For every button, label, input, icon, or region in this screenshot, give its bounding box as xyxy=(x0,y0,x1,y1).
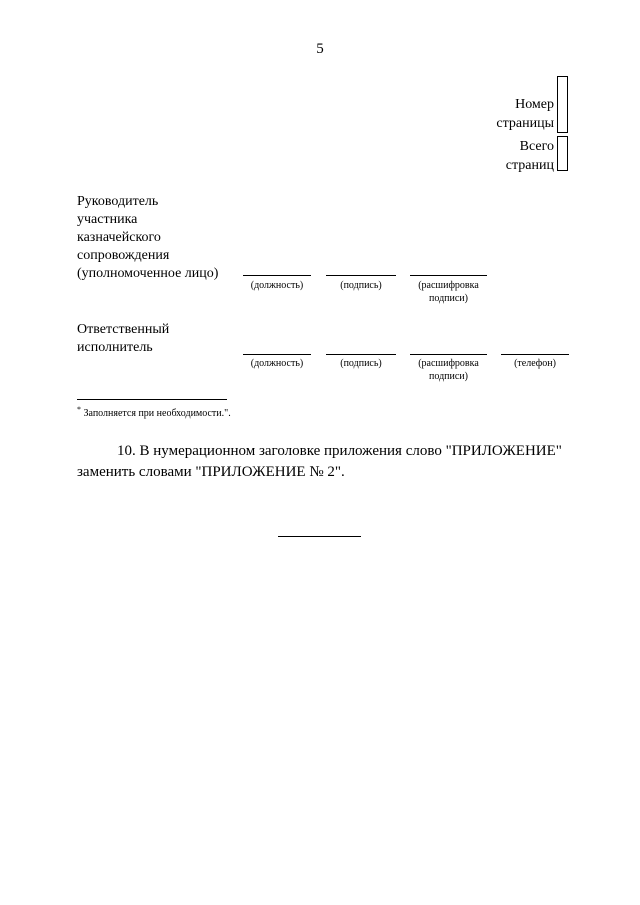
head-position-caption: (должность) xyxy=(250,280,304,291)
page-number-label xyxy=(496,95,554,133)
head-decoding-caption-line-1: (расшифровка xyxy=(418,280,479,291)
page-number-label-line-2: страницы xyxy=(496,116,554,131)
executor-position-caption: (должность) xyxy=(250,358,304,369)
executor-signature-line xyxy=(326,354,396,355)
executor-decoding-caption-line-2: подписи) xyxy=(429,371,468,382)
executor-decoding-caption-line-1: (расшифровка xyxy=(418,358,479,369)
executor-decoding-caption xyxy=(405,357,492,383)
footnote xyxy=(77,405,231,419)
total-pages-cell xyxy=(557,136,568,171)
executor-position-line xyxy=(243,354,311,355)
page-number-label-line-1: Номер xyxy=(515,97,554,112)
executor-phone-caption: (телефон) xyxy=(514,358,556,369)
end-rule xyxy=(278,536,361,537)
executor-label-line-2: исполнитель xyxy=(77,340,153,355)
head-label-line-5: (уполномоченное лицо) xyxy=(77,266,219,281)
head-label-line-4: сопровождения xyxy=(77,248,170,263)
executor-block-label xyxy=(77,321,169,357)
head-signature-line xyxy=(326,275,396,276)
head-block-label xyxy=(77,193,218,283)
executor-phone-line xyxy=(501,354,569,355)
head-decoding-caption xyxy=(405,279,492,305)
executor-label-line-1: Ответственный xyxy=(77,322,170,337)
footnote-text: Заполняется при необходимости. xyxy=(83,408,225,419)
page-number-cell xyxy=(557,76,568,133)
head-decoding-caption-line-2: подписи) xyxy=(429,293,468,304)
amendment-paragraph: 10. В нумерационном заголовке приложения слово "ПРИЛОЖЕНИЕ" заменить словами "ПРИЛОЖЕНИЕ № 2". xyxy=(77,443,562,480)
head-position-line xyxy=(243,275,311,276)
head-signature-caption: (подпись) xyxy=(340,280,382,291)
footnote-closing: ". xyxy=(224,408,231,419)
executor-decoding-line xyxy=(410,354,487,355)
head-label-line-3: казначейского xyxy=(77,230,161,245)
head-decoding-line xyxy=(410,275,487,276)
head-label-line-2: участника xyxy=(77,212,138,227)
total-pages-label xyxy=(506,137,554,175)
executor-signature-caption: (подпись) xyxy=(340,358,382,369)
footnote-rule xyxy=(77,399,227,400)
total-pages-label-line-1: Всего xyxy=(519,139,554,154)
total-pages-label-line-2: страниц xyxy=(505,158,554,173)
footnote-marker: * xyxy=(77,405,81,414)
page-number: 5 xyxy=(316,41,324,57)
head-label-line-1: Руководитель xyxy=(77,194,159,209)
